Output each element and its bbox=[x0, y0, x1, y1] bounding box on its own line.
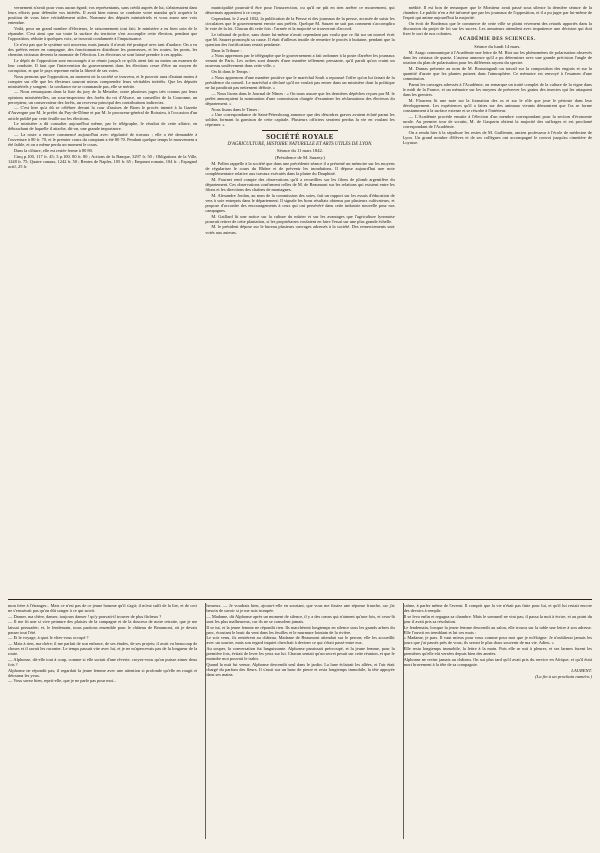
feuilleton-divider bbox=[8, 599, 592, 600]
feuilleton-section bbox=[8, 603, 592, 839]
feuilleton-paragraph: mon frère à l'étranger... Mais ce n'est pas de ce jeune homme qu'il s'agit; il m'eut suffi de la lire, et de ceci ne s'ensuivait pas qu'on dût songer à ce qui suivit. bbox=[8, 603, 198, 614]
academy-paragraph: M. Arago communique à l'Académie une lettre de M. Biot sur les phénomènes de polarisation observés dans les cristaux de quartz. L'auteur annonce qu'il a pu déterminer avec une grande précision l'angle de rotation du plan de polarisation pour les différents rayons du spectre. bbox=[402, 50, 592, 66]
column-3 bbox=[403, 5, 592, 597]
feuilleton-paragraph: heureux. — Je voudrais bien, ajouta-t-elle en souriant, que vous me fissiez une réponse franche, car j'ai besoin de savoir si je me suis trompée. bbox=[206, 603, 395, 614]
feuilleton-paragraph: — Et le voyage, à quoi le vîtes-vous occupé ? bbox=[8, 635, 89, 641]
article-paragraph: Voilà, pour un grand nombre d'électeurs, le raisonnement tout fait; le ministère a eu bien soin de le répandre. C'est ainsi que sur toute la surface du territoire s'est accomplie cette élection, pendant que l'opposition, réduite à quelques voix, se trouvait condamnée à l'impuissance. bbox=[8, 25, 198, 42]
feuilleton-paragraph: — Mais à rien, ma chère; il me parlait de son enfance, de ses études, de ses projets; il avait vu beaucoup de choses et il savait les raconter. Le temps passait vite avec lui, et je ne m'apercevais pas de la longueur de la route. bbox=[8, 641, 198, 657]
author-signature: LAURENT. bbox=[571, 668, 592, 674]
article-paragraph: « Une correspondance de Saint-Pétersbourg annonce que des désordres graves avaient éclaté parmi les soldats formant la garnison de cette capitale. Plusieurs officiers seraient perdus la vie en voulant les réprimer. » bbox=[205, 112, 395, 128]
academy-paragraph: M. Flourens lit une note sur la formation des os et sur le rôle que joue le périoste dans leur développement. Les expériences qu'il a faites sur des animaux vivants démontrent que l'os se forme constamment à la surface externe et se résorbe à l'intérieur. bbox=[402, 97, 592, 113]
article-paragraph: On lit dans le Temps : bbox=[211, 69, 250, 75]
feuilleton-column-3 bbox=[403, 603, 592, 839]
article-paragraph: Ce n'est pas que le système soit nouveau; mais jamais il n'avait été pratiqué avec tant d'audace. On a vu des préfets entrer en campagne, des fonctionnaires distribuer les promesses, et les routes, les ponts, les chemins vicinaux devenir la monnaie de l'élection. Les électeurs se sont laissé prendre à ces appâts. bbox=[8, 41, 198, 58]
article-paragraph: Nous pensons que l'opposition, au moment où la société se trouvera, et le pouvoir aura d'autant moins à compter sur elle que les électeurs sauront mieux comprendre leurs véritables intérêts. Que les députés ministériels y songent : la confiance ne se commande pas, elle se mérite. bbox=[8, 73, 198, 89]
article-paragraph: Dans la Tribune : bbox=[211, 47, 242, 53]
article-paragraph: Nous lisons dans le Times : bbox=[211, 106, 260, 112]
news-columns bbox=[8, 5, 592, 597]
article-paragraph: Le dépôt de l'opposition sont encouragés à se réunir jusqu'à ce qu'ils aient fait au moins un examen de leur conduite. Il faut que l'intervention du gouvernement dans les élections cesse d'être un moyen de corruption, et que le pays reprenne enfin la liberté de ses votes. bbox=[8, 57, 198, 73]
article-paragraph: vernement n'avait pour vous aucun égard; vos représentants, sans crédit auprès de lui, s'abstenaient dans leurs efforts pour défendre vos intérêts. Il avait bien mieux se conduire votre mandat qu'à acquérir la position de vous faire véritablement utiles. Nommez des députés ministériels et vous aurez une voix entendue. bbox=[8, 5, 198, 26]
feuilleton-paragraph: Le soir venu, ils rentrèrent au château. Madame de Beaumont attendait sur le perron; elle les accueillit avec un sourire, mais son regard inquiet cherchait à deviner ce qui s'était passé entre eux. bbox=[206, 635, 395, 646]
feuilleton-column-1 bbox=[8, 603, 197, 839]
academy-meeting-date: Séance du lundi 14 mars. bbox=[474, 43, 521, 49]
feuilleton-paragraph: Il se leva enfin et regagna sa chambre. Mais le sommeil ne vint pas; il passa la nuit à écrire, et au point du jour il avait pris sa résolution. bbox=[403, 613, 592, 624]
society-paragraph: M. Fournet rend compte des observations qu'il a recueillies sur les filons de plomb argentifère du département. Ces observations confirment celles de M. de Beaumont sur les relations qui existent entre les filons et les directions des chaînes de montagnes. bbox=[205, 176, 395, 192]
feuilleton-paragraph: Alphonse ne répondit pas; il regardait la jeune femme avec une attention si profonde qu'elle en rougit et détourna les yeux. bbox=[8, 667, 198, 678]
article-paragraph: Le tribunal de police, sans doute lui-même n'avait cependant pas voulu que ce fût sur un nouvel écrit que M. Sauzet prononçât sa cause. Il était d'ailleurs inutile de remettre le procès à huitaine, pendant que la question des fortifications restait pendante. bbox=[205, 31, 395, 47]
column-2 bbox=[205, 5, 394, 597]
feuilleton-paragraph: Il se tut, et la jeune femme ne répondit rien. Ils marchèrent longtemps en silence sous les grands arbres du parc, écoutant le bruit du vent dans les feuilles et le murmure lointain de la rivière. bbox=[206, 624, 395, 635]
society-meeting-date: Séance du 11 mars 1842. bbox=[277, 148, 323, 154]
society-paragraph: M. Gaillard lit une notice sur la culture du mûrier et sur les avantages que l'agriculture lyonnaise pourrait retirer de cette plantation, si les propriétaires voulaient en faire l'essai sur une plus grande échelle. bbox=[205, 213, 395, 224]
market-report: Cinq p.100, 117 fr. 45; 3 p.100, 80 fr. 80 ; Actions de la Banque, 3297 fr. 50 ; Obligations de la Ville, 1248 fr. 75; Quatre canaux, 1242 fr. 50 ; Rentes de Naples, 105 fr. 65 ; Emprunt romain, 104 fr. ; Espagnol actif, 25 fr. bbox=[8, 153, 198, 169]
society-heading: SOCIÉTÉ ROYALE bbox=[266, 132, 334, 141]
academy-paragraph: M. Dumas présente au nom de M. Boussingault un travail sur la composition des engrais et sur la quantité d'azote que les plantes puisent dans l'atmosphère. Ce mémoire est renvoyé à l'examen d'une commission. bbox=[402, 66, 592, 82]
article-paragraph: « Nous apprenons par le télégraphe que le gouvernement a fait ordonner à la poste d'arrêter les journaux venant de Paris. Les ordres sont donnés d'une manière tellement pressante, qu'il paraît qu'on craint un nouveau soulèvement dans cette ville. » bbox=[205, 53, 395, 69]
feuilleton-paragraph: « Madame, je pars. Il vaut mieux pour vous comme pour moi que je m'éloigne. Je n'oublierai jamais les jours que j'ai passés près de vous; ils seront le plus doux souvenir de ma vie. Adieu. » bbox=[403, 635, 592, 646]
article-paragraph: « Nous apprenons d'une manière positive que le maréchal Soult a repoussé l'offre qu'on lui faisait de la présidence du conseil. Le maréchal a déclaré qu'il ne voulait pas entrer dans un ministère dont la politique ne lui paraîtrait pas nettement définie. » bbox=[205, 74, 395, 90]
article-paragraph: Dans la clôture, elle est restée ferme à 80 80. bbox=[14, 147, 93, 153]
article-paragraph: On écrit de Bordeaux que le commerce de cette ville se plaint vivement des retards apportés dans la discussion du projet de loi sur les sucres. Les armateurs attendent avec impatience une décision qui doit fixer le sort de nos colonies. bbox=[402, 20, 592, 37]
article-paragraph: — Nous lisons dans le Journal de Nîmes : « On nous assure que les dernières dépêches reçues par M. le préfet annonçaient la nomination d'une commission chargée d'examiner les réclamations des électeurs du département. » bbox=[205, 90, 395, 106]
feuilleton-paragraph: — Madame, dit Alphonse après un moment de silence, il y a des cœurs qui n'aiment qu'une fois, et ceux-là sont les plus malheureux, car ils ne se consolent jamais. bbox=[206, 613, 395, 624]
feuilleton-paragraph: — Il me fit une si vive peinture des plaisirs de la campagne et de la douceur de notre retraite, que je me laissai persuader; et, le lendemain, nous partions ensemble pour le château de Beaumont, où je devais passer tout l'été. bbox=[8, 619, 198, 635]
article-paragraph: Le ministère a dû consulter aujourd'hui même, par le télégraphe, le résultat de cette affaire, en débouchant de laquelle il attache, dit-on, une grande importance. bbox=[8, 121, 198, 132]
article-paragraph: — La route a encore commencé aujourd'hui avec régularité de travaux ; elle a été demandée à l'ouverture à 80 fr. 70, et le premier cours du comptant a été 80 70. Pendant quelque temps le mouvement a été faible, et on a même perdu un moment le cours. bbox=[8, 132, 198, 148]
academy-paragraph: On a rendu hier à la sépulture les restes de M. Guillemin, ancien professeur à l'école de médecine de Lyon. Un grand nombre d'élèves et de ses collègues ont accompagné le convoi jusqu'au cimetière de Loyasse. bbox=[402, 129, 592, 145]
feuilleton-paragraph: Le lendemain, lorsque la jeune femme descendit au salon, elle trouva sur la table une lettre à son adresse. Elle l'ouvrit en tremblant et lut ces mots : bbox=[403, 624, 592, 635]
section-divider bbox=[262, 130, 338, 131]
academy-paragraph: Parmi les ouvrages adressés à l'Académie, on remarque un traité complet de la culture de la vigne dans le midi de la France, et un mémoire sur les moyens de préserver les grains des insectes qui les attaquent dans les greniers. bbox=[402, 81, 592, 98]
feuilleton-column-2 bbox=[205, 603, 394, 839]
society-paragraph: M. Alexandre Jordan, au nom de la commission des soies, fait un rapport sur les essais d'éducation de vers à soie entrepris dans le département. Il signale les bons résultats obtenus par plusieurs cultivateurs, et propose d'accorder des encouragements à ceux qui ont persévéré dans cette industrie nouvelle pour nos campagnes. bbox=[205, 192, 395, 213]
newspaper-page bbox=[8, 5, 592, 843]
article-paragraph: médité. Il est bon de remarquer que le Moniteur avait passé sous silence la dernière séance de la chambre. Le public n'en a été informé que par les journaux de l'opposition, et il a pu juger par lui-même de l'esprit qui anime aujourd'hui la majorité. bbox=[402, 5, 592, 21]
feuilleton-paragraph: Elle resta longtemps immobile, la lettre à la main. Puis elle se mit à pleurer, et ses larmes furent les premières qu'elle eût versées depuis bien des années. bbox=[403, 646, 592, 657]
academy-paragraph: — L'Académie procède ensuite à l'élection d'un membre correspondant pour la section d'économie rurale. Au premier tour de scrutin, M. de Gasparin obtient la majorité des suffrages et est proclamé correspondant de l'Académie. bbox=[402, 113, 592, 129]
feuilleton-paragraph: — Alphonse, dit-elle tout à coup, comme si elle sortait d'une rêverie, croyez-vous qu'on puisse aimer deux fois ? bbox=[8, 656, 198, 667]
feuilleton-paragraph: — Danser, ma chère, danser, toujours danser ! qu'y pouvait-il trouver de plus fâcheux ? bbox=[8, 613, 162, 619]
feuilleton-paragraph: calme, à parler même de l'avenir. Il comprit que la vie n'était pas finie pour lui, et qu'il lui restait encore des devoirs à remplir. bbox=[403, 603, 592, 614]
column-1 bbox=[8, 5, 197, 597]
article-paragraph: Cependant, le 2 avril 1832, la publication de la Presse et des journaux de la presse, accusée de saisir les circulaires que le gouvernement envoie aux préfets. Quelque M. Sauzet ne sait pas comment s'accomplira le vote de la loi. Chacun dit cette fois : l'armée et la majorité se trouveront d'accord. bbox=[205, 15, 395, 31]
society-subheading: D'AGRICULTURE, HISTOIRE NATURELLE ET ARTS UTILES DE LYON. bbox=[227, 141, 373, 147]
to-be-continued-note: (La fin à un prochain numéro.) bbox=[535, 674, 592, 680]
society-paragraph: M. le président dépose sur le bureau plusieurs ouvrages adressés à la société. Des remerciements sont votés aux auteurs. bbox=[205, 224, 395, 235]
article-paragraph: — Nous remarquons dans la liste du jury de la Meurthe, outre plusieurs juges très connus par leurs opinions ministérielles, un sous-inspecteur des forêts du roi d'Alsace, un conseiller de la Couronne, un percepteur, un conservateur des forêts, un receveur principal des contributions indirectes. bbox=[8, 89, 198, 105]
article-paragraph: — C'est hier qu'a dû se célébrer devant la cour d'assises de Riom le procès intenté à la Gazette d'Auvergne par M. le préfet du Puy-de-Dôme et par M. le procureur-général de Boissieu, à l'occasion d'un article publié par cette feuille sur les élections. bbox=[8, 105, 198, 121]
academy-heading: ACADÉMIE DES SCIENCES. bbox=[458, 37, 536, 43]
feuilleton-paragraph: — Vous savez bien, reprit-elle, que je ne parle pas pour moi... bbox=[8, 678, 117, 684]
feuilleton-paragraph: Alphonse ne revint jamais au château. On sut plus tard qu'il avait pris du service en Afrique, et qu'il était mort bravement à la tête de sa compagnie. bbox=[403, 656, 592, 667]
feuilleton-paragraph: Au souper, la conversation fut languissante. Alphonse paraissait préoccupé, et la jeune femme, pour la première fois, évitait de lever les yeux sur lui. Chacun sentait qu'un secret pesait sur cette réunion, et que le moindre mot pouvait le trahir. bbox=[206, 646, 395, 662]
society-paragraph: M. Pollen rappelle à la société que dans une précédente séance il a présenté un mémoire sur les moyens de régulariser le cours du Rhône et de prévenir les inondations. Il dépose aujourd'hui une note complémentaire relative aux travaux exécutés dans la plaine du Dauphiné. bbox=[205, 160, 395, 177]
society-president: (Présidence de M. Sauzey.) bbox=[274, 154, 326, 160]
article-paragraph: municipalité pourrait-il être pour l'insurrection, ou qu'il ne pût en rien arrêter ce mouvement, qui désormais appartient à ce corps. bbox=[205, 5, 395, 16]
feuilleton-paragraph: Quand la nuit fut venue, Alphonse descendit seul dans le jardin. La lune éclairait les allées, et l'air était chargé du parfum des fleurs. Il s'assit sur un banc de pierre et resta longtemps immobile, la tête appuyée dans ses mains. bbox=[206, 662, 395, 678]
